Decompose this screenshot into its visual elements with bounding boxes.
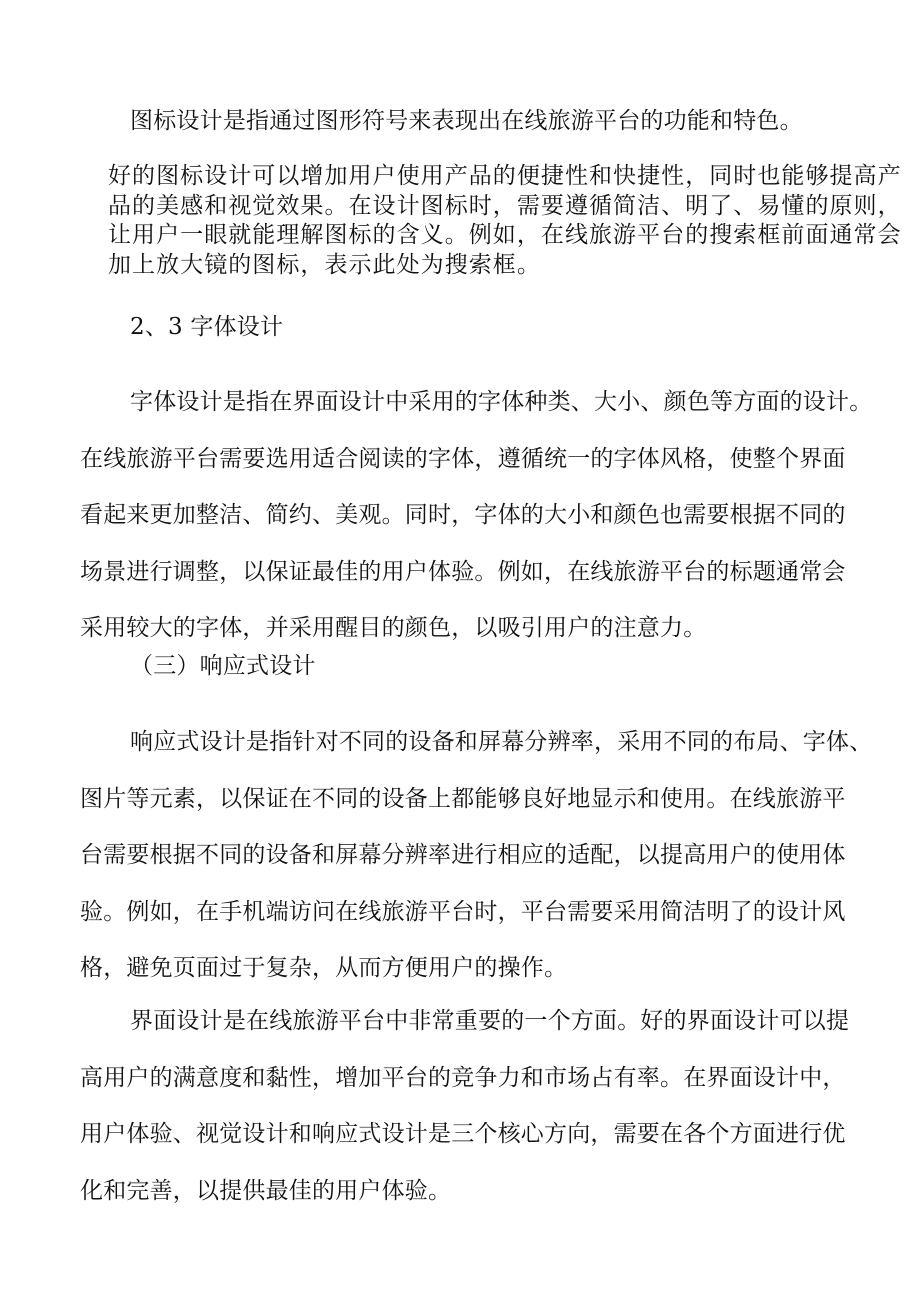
text-line: 品的美感和视觉效果。在设计图标时，需要遵循简洁、明了、易懂的原则，	[108, 192, 902, 219]
text-line: 高用户的满意度和黏性，增加平台的竞争力和市场占有率。在界面设计中，	[80, 1064, 846, 1091]
text-line: 界面设计是在线旅游平台中非常重要的一个方面。好的界面设计可以提	[130, 1008, 850, 1034]
paragraph-conclusion	[80, 993, 849, 1219]
heading-responsive-design: （三）响应式设计	[130, 653, 316, 679]
text-line: 响应式设计是指针对不同的设备和屏幕分辨率，采用不同的布局、字体、	[130, 729, 873, 755]
text-line: 图片等元素，以保证在不同的设备上都能够良好地显示和使用。在线旅游平	[80, 785, 846, 812]
text-line: 场景进行调整，以保证最佳的用户体验。例如，在线旅游平台的标题通常会	[80, 558, 846, 585]
text-line: 格，避免页面过于复杂，从而方便用户的操作。	[80, 955, 568, 981]
text-line: 加上放大镜的图标，表示此处为搜索框。	[108, 251, 541, 278]
heading-font-design: 2、3 字体设计	[130, 314, 284, 340]
paragraph-responsive-design	[80, 714, 872, 997]
text-line: 图标设计是指通过图形符号来表现出在线旅游平台的功能和特色。	[130, 108, 803, 134]
text-line: 用户体验、视觉设计和响应式设计是三个核心方向，需要在各个方面进行优	[80, 1121, 846, 1147]
text-line: 让用户一眼就能理解图标的含义。例如，在线旅游平台的搜索框前面通常会	[108, 222, 902, 248]
text-line: 验。例如，在手机端访问在线旅游平台时，平台需要采用简洁明了的设计风	[80, 898, 846, 925]
text-line: 字体设计是指在界面设计中采用的字体种类、大小、颜色等方面的设计。	[130, 389, 873, 415]
text-line: 好的图标设计可以增加用户使用产品的便捷性和快捷性，同时也能够提高产	[108, 163, 902, 189]
text-line: 采用较大的字体，并采用醒目的颜色，以吸引用户的注意力。	[80, 615, 707, 641]
text-line: 化和完善，以提供最佳的用户体验。	[80, 1177, 452, 1204]
paragraph-icon-detail	[108, 162, 902, 280]
text-line: 台需要根据不同的设备和屏幕分辨率进行相应的适配，以提高用户的使用体	[80, 842, 846, 868]
paragraph-font-design	[80, 374, 872, 657]
paragraph-icon-intro	[130, 106, 803, 136]
text-line: 看起来更加整洁、简约、美观。同时，字体的大小和颜色也需要根据不同的	[80, 502, 846, 528]
text-line: 在线旅游平台需要选用适合阅读的字体，遵循统一的字体风格，使整个界面	[80, 445, 846, 472]
